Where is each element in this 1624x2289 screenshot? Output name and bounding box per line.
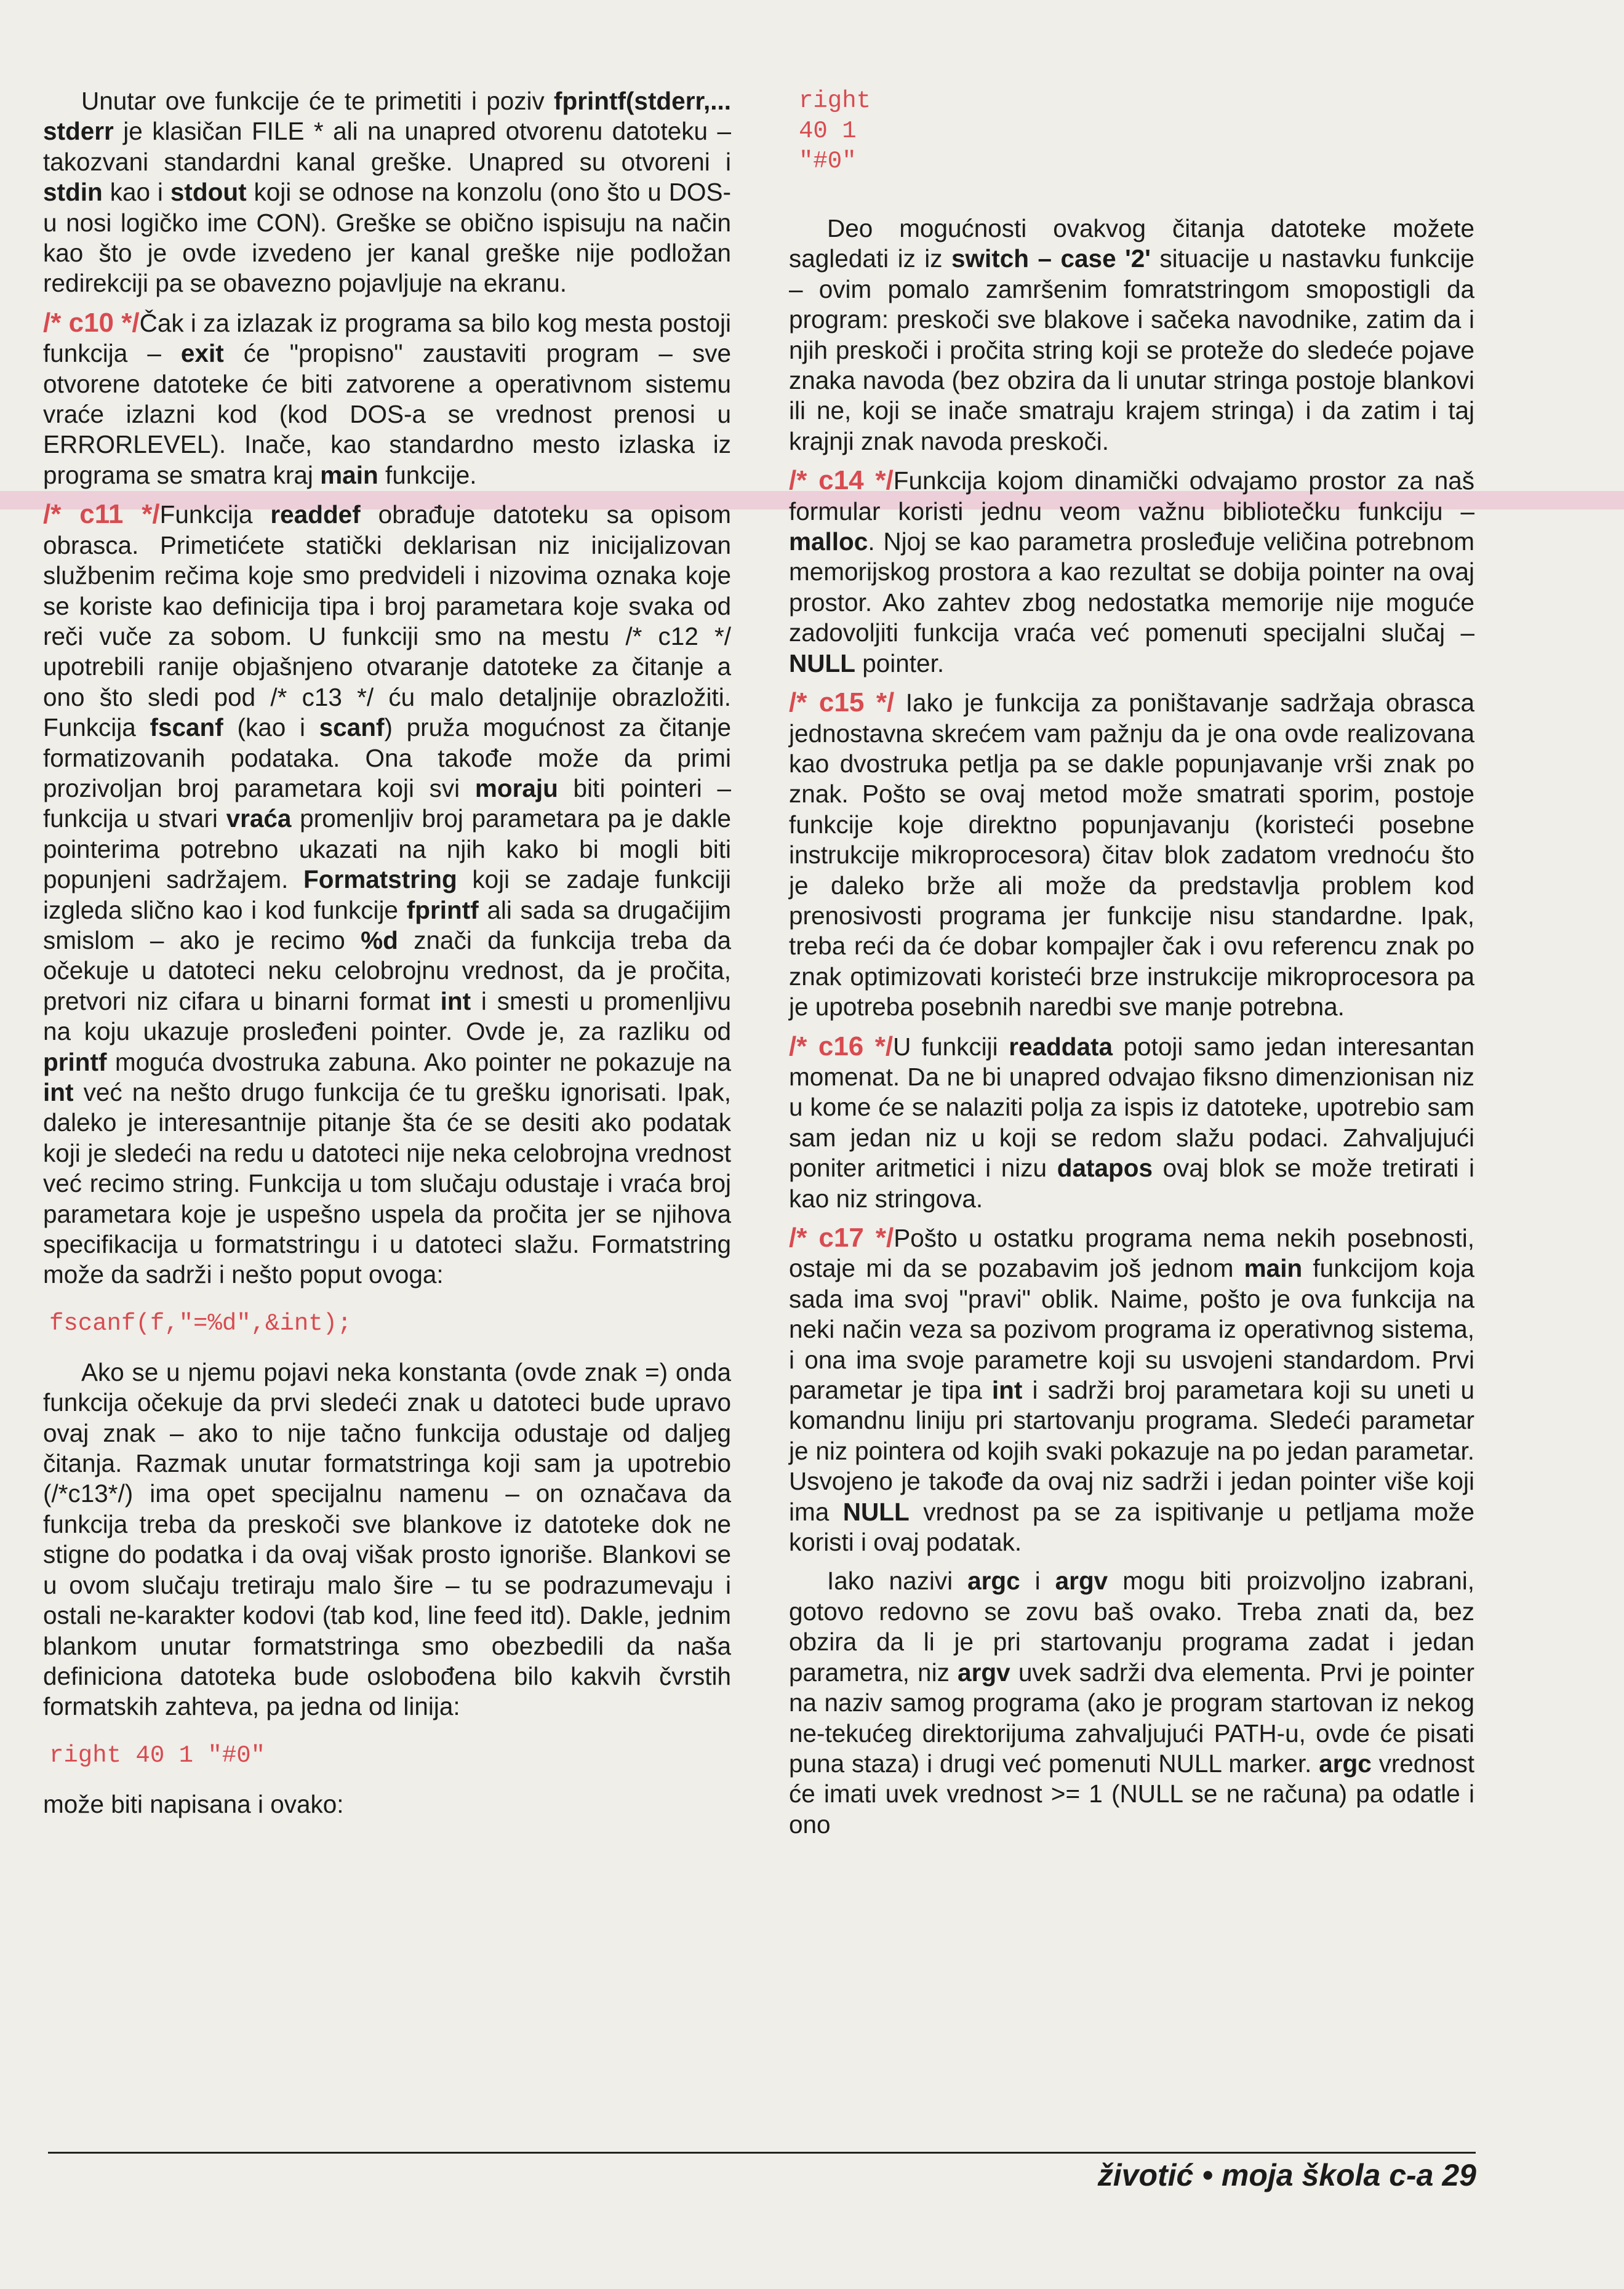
footer-divider <box>48 2152 1476 2154</box>
comment-tag-c11: /* c11 */ <box>43 499 160 530</box>
paragraph-c17: /* c17 */Pošto u ostatku programa nema nekih posebnosti, ostaje mi da se pozabavim još jednom main funkcijom koja sada ima svoj "pravi" oblik. Naime, pošto je ova funkcija na neki način veza sa pozivom programa iz operativnog sistema, i ona ima svoje parametre koji su usvojeni standardom. Prvi parametar je tipa int i sadrži broj parametara koji su uneti u komandnu liniju pri startovanju programa. Sledeći parametar je niz pointera od kojih svaki pokazuje na po jedan parametar. Usvojeno je takođe da ovaj niz sadrži i jedan pointer više koji ima NULL vrednost pa se za ispitivanje u petljama može koristi i ovaj podatak. <box>789 1223 1475 1557</box>
paragraph-switch-case: Deo mogućnosti ovakvog čitanja datoteke možete sagledati iz iz switch – case '2' situacije u nastavku funkcije – ovim pomalo zamršenim fomratstringom smopostigli da program: preskoči sve blakove i sačeka navodnike, zatim da i njih preskoči i pročita string koji se proteže do sledeće pojave znaka navoda (bez obzira da li unutar stringa postoje blankovi ili ne, koji se inače smatraju krajem stringa) i da zatim i taj krajnji znak navoda preskoči. <box>789 214 1474 455</box>
paragraph-c15: /* c15 */ Iako je funkcija za poništavanje sadržaja obrasca jednostavna skrećem vam pažnju da je ona ovde realizovana kao dvostruka petlja pa se dakle popunjavanje vrši znak po znak. Pošto se ovaj metod može smatrati sporim, postoje funkcije koje direktno popunjavanju (koristeći posebne instrukcije mikroprocesora) čitav blok zadatom vrednoću što je daleko brže ali može da predstavlja problem kod prenosivosti programa jer funkcije nisu standardne. Ipak, treba reći da će dobar kompajler čak i ovu referencu znak po znak optimizovati koristeći brze instrukcije mikroprocesora pa je upotreba posebnih naredbi sve manje potrebna. <box>789 687 1475 1021</box>
code-sample-right: right 40 1 "#0" <box>49 1741 266 1769</box>
magazine-name: životić <box>1097 2158 1194 2192</box>
comment-tag-c16: /* c16 */ <box>789 1031 894 1061</box>
footer-separator: • <box>1202 2158 1213 2192</box>
comment-tag-c14: /* c14 */ <box>789 465 894 496</box>
paragraph-c16: /* c16 */U funkciji readdata potoji samo jedan interesantan momenat. Da ne bi unapred odvajao fiksno dimenzionisan niz u kome će se nalaziti polja za ispis iz datoteke, upotrebio sam sam jedan niz u koji se redom slažu podaci. Zahvaljujući poniter aritmetici i nizu datapos ovaj blok se može tretirati i kao niz stringova. <box>789 1031 1475 1213</box>
comment-tag-c10: /* c10 */ <box>43 307 140 338</box>
section-name: moja škola c-a <box>1221 2158 1434 2192</box>
code-sample-fscanf: fscanf(f,"=%d",&int); <box>49 1309 352 1337</box>
comment-tag-c15: /* c15 */ <box>789 687 895 718</box>
paragraph-c10: /* c10 */Čak i za izlazak iz programa sa bilo kog mesta postoji funkcija – exit će "propisno" zaustaviti program – sve otvorene datoteke će biti zatvorene a operativnom sistemu vraće izlazni kod (kod DOS-a se vrednost prenosi u ERRORLEVEL). Inače, kao standardno mesto izlaska iz programa se smatra kraj main funkcije. <box>43 307 731 489</box>
paragraph-stderr: Unutar ove funkcije će te primetiti i poziv fprintf(stderr,... stderr je klasičan FILE * ali na unapred otvorenu datoteku – takozvani standardni kanal greške. Unapred su otvoreni i stdin kao i stdout koji se odnose na konzolu (ono što u DOS-u nosi logičko ime CON). Greške se obično ispisuju na način kao što je ovde izvedeno jer kanal greške nije podložan redirekciji pa se obavezno pojavljuje na ekranu. <box>43 87 731 298</box>
paragraph-format-constants: Ako se u njemu pojavi neka konstanta (ovde znak =) onda funkcija očekuje da prvi sledeći znak u datoteci bude upravo ovaj znak – ako to nije tačno funkcija odustaje od daljeg čitanja. Razmak unutar formatstringa koji sam ja upotrebio (/*c13*/) ima opet specijalnu namenu – on označava da funkcija treba da preskoči sve blankove iz datoteke dok ne stigne do podatka i da ovaj višak prosto ignoriše. Blankovi se u ovom slučaju tretiraju malo šire – tu se podrazumevaju i ostali ne-karakter kodovi (tab kod, line feed itd). Dakle, jednim blankom unutar formatstringa smo obezbedili da naša definiciona datoteka bude oslobođena bilo kakvih čvrstih formatskih zahteva, pa jedna od linija: <box>43 1357 731 1721</box>
page-footer <box>1098 2157 1476 2193</box>
left-column <box>43 86 731 1828</box>
paragraph-argc-argv: Iako nazivi argc i argv mogu biti proizvoljno izabrani, gotovo redovno se zovu baš ovako. Treba znati da, bez obzira da li je pri startovanju programa zadat i jedan parametra, niz argv uvek sadrži dva elementa. Prvi je pointer na naziv samog programa (ako je program startovan iz nekog ne-tekućeg direktorijuma zahvaljujući PATH-u, ovde će pisati puna staza) i drugi već pomenuti NULL marker. argc vrednost će imati uvek vrednost >= 1 (NULL se ne računa) pa odatle i ono <box>789 1567 1475 1839</box>
comment-tag-c17: /* c17 */ <box>789 1223 894 1253</box>
page-number: 29 <box>1442 2158 1476 2192</box>
paragraph-c14: /* c14 */Funkcija kojom dinamički odvajamo prostor za naš formular koristi jednu veom važnu bibliotečku funkciju – malloc. Njoj se kao parametra prosleđuje veličina potrebnom memorijskog prostora a kao rezultat se dobija pointer na ovaj prostor. Ako zahtev zbog nedostatka memorije nije moguće zadovoljiti funkcija vraća već pomenuti specijalni slučaj – NULL pointer. <box>789 465 1474 677</box>
code-sample-multiline: right 40 1 "#0" <box>799 87 871 175</box>
paragraph-c11: /* c11 */Funkcija readdef obrađuje datoteku sa opisom obrasca. Primetićete statički deklarisan niz inicijalizovan službenim rečima koje smo predvideli i nizovima oznaka koje se koriste kao definicija tipa i broj parametara koje svaka od reči vuče za sobom. U funkciji smo na mestu /* c12 */ upotrebili ranije objašnjeno otvaranje datoteke za čitanje a ono što sledi pod /* c13 */ ću malo detaljnije obrazložiti. Funkcija fscanf (kao i scanf) pruža mogućnost za čitanje formatizovanih podataka. Ona takođe može da primi prozivoljan broj parametara koji svi moraju biti pointeri – funkcija u stvari vraća promenljiv broj parametara pa je dakle pointerima potrebno ukazati na njih kako bi mogli biti popunjeni sadržajem. Formatstring koji se zadaje funkciji izgleda slično kao i kod funkcije fprintf ali sada sa drugačijim smislom – ako je recimo %d znači da funkcija treba da očekuje u datoteci neku celobrojnu vrednost, da je pročita, pretvori niz cifara u binarni format int i smesti u promenljivu na koju ukazuje prosleđeni pointer. Ovde je, za razliku od printf moguća dvostruka zabuna. Ako pointer ne pokazuje na int već na nešto drugo funkcija će tu grešku ignorisati. Ipak, daleko je interesantnije pitanje šta će se desiti ako podatak koji je sledeći na redu u datoteci nije neka celobrojna vrednost već recimo string. Funkcija u tom slučaju odustaje i vraća broj parametara koje je uspešno uspela da pročita jer se njihova specifikacija u formatstringu i u datoteci slažu. Formatstring može da sadrži i nešto poput ovoga: <box>43 499 731 1289</box>
right-column <box>789 86 1474 1848</box>
paragraph-alternate-form: može biti napisana i ovako: <box>43 1789 344 1818</box>
